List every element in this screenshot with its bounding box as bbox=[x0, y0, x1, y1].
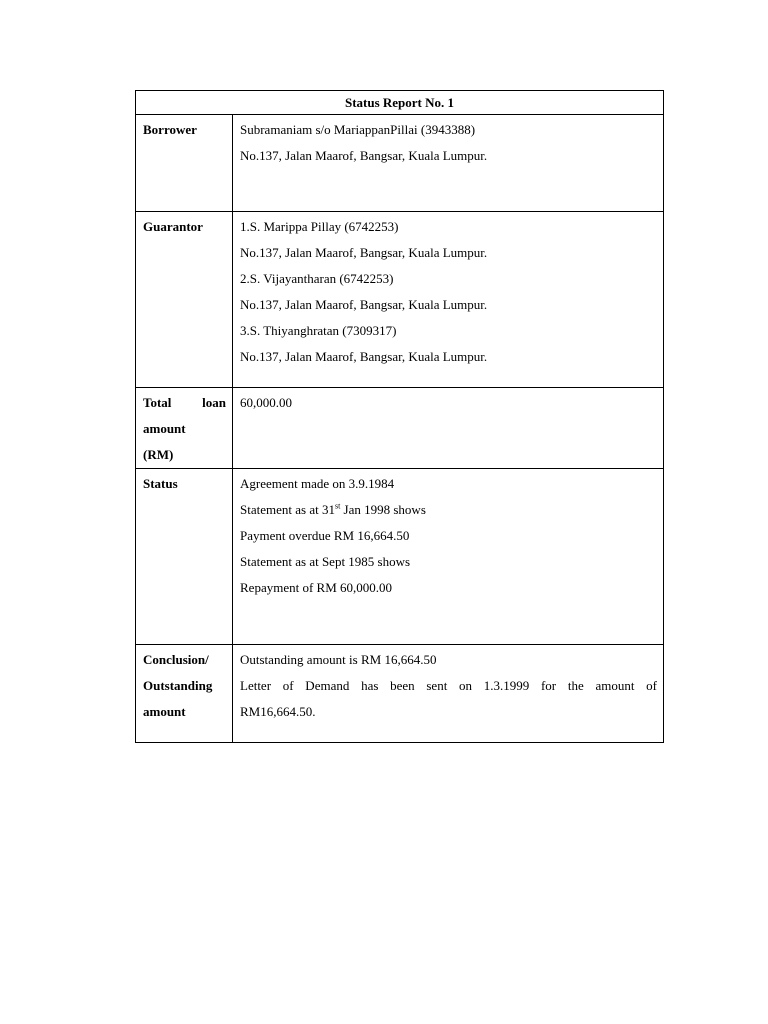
borrower-details bbox=[233, 115, 664, 212]
status-statement-1985: Statement as at Sept 1985 shows bbox=[240, 554, 411, 569]
guarantor-3-address: No.137, Jalan Maarof, Bangsar, Kuala Lumpur. bbox=[240, 349, 488, 364]
status-agreement: Agreement made on 3.9.1984 bbox=[240, 476, 395, 491]
guarantor-1-address: No.137, Jalan Maarof, Bangsar, Kuala Lumpur. bbox=[240, 245, 488, 260]
conclusion-label-line-3: amount bbox=[143, 704, 186, 719]
conclusion-demand-letter: Letter of Demand has been sent on 1.3.1999 for the amount of bbox=[240, 678, 657, 693]
status-statement-1998-pre: Statement as at 31 bbox=[240, 502, 335, 517]
total-loan-value: 60,000.00 bbox=[233, 388, 664, 469]
status-label: Status bbox=[136, 469, 233, 645]
status-repayment: Repayment of RM 60,000.00 bbox=[240, 580, 393, 595]
conclusion-label bbox=[136, 645, 233, 743]
status-statement-1998 bbox=[240, 497, 657, 523]
status-statement-1998-sup: st bbox=[334, 501, 341, 511]
borrower-row bbox=[136, 115, 664, 212]
conclusion-row bbox=[136, 645, 664, 743]
guarantor-2-name: 2.S. Vijayantharan (6742253) bbox=[240, 271, 394, 286]
title-row bbox=[136, 91, 664, 115]
total-loan-label-line-2: amount bbox=[143, 421, 186, 436]
total-loan-label-line-1: Total loan bbox=[143, 395, 226, 410]
status-payment-overdue: Payment overdue RM 16,664.50 bbox=[240, 528, 410, 543]
status-report-table bbox=[135, 90, 664, 743]
guarantor-1-name: 1.S. Marippa Pillay (6742253) bbox=[240, 219, 399, 234]
guarantor-3-name: 3.S. Thiyanghratan (7309317) bbox=[240, 323, 397, 338]
status-row bbox=[136, 469, 664, 645]
borrower-name: Subramaniam s/o MariappanPillai (3943388) bbox=[240, 122, 476, 137]
total-loan-label-line-3: (RM) bbox=[143, 447, 174, 462]
conclusion-details bbox=[233, 645, 664, 743]
total-loan-row bbox=[136, 388, 664, 469]
status-statement-1998-post: Jan 1998 shows bbox=[340, 502, 426, 517]
guarantor-label: Guarantor bbox=[136, 212, 233, 388]
status-details bbox=[233, 469, 664, 645]
borrower-address: No.137, Jalan Maarof, Bangsar, Kuala Lumpur. bbox=[240, 148, 488, 163]
guarantor-details bbox=[233, 212, 664, 388]
guarantor-2-address: No.137, Jalan Maarof, Bangsar, Kuala Lumpur. bbox=[240, 297, 488, 312]
conclusion-label-line-2: Outstanding bbox=[143, 678, 213, 693]
report-title: Status Report No. 1 bbox=[136, 91, 664, 115]
conclusion-label-line-1: Conclusion/ bbox=[143, 652, 209, 667]
conclusion-outstanding: Outstanding amount is RM 16,664.50 bbox=[240, 652, 437, 667]
conclusion-amount: RM16,664.50. bbox=[240, 704, 316, 719]
borrower-label: Borrower bbox=[136, 115, 233, 212]
guarantor-row bbox=[136, 212, 664, 388]
total-loan-label bbox=[136, 388, 233, 469]
